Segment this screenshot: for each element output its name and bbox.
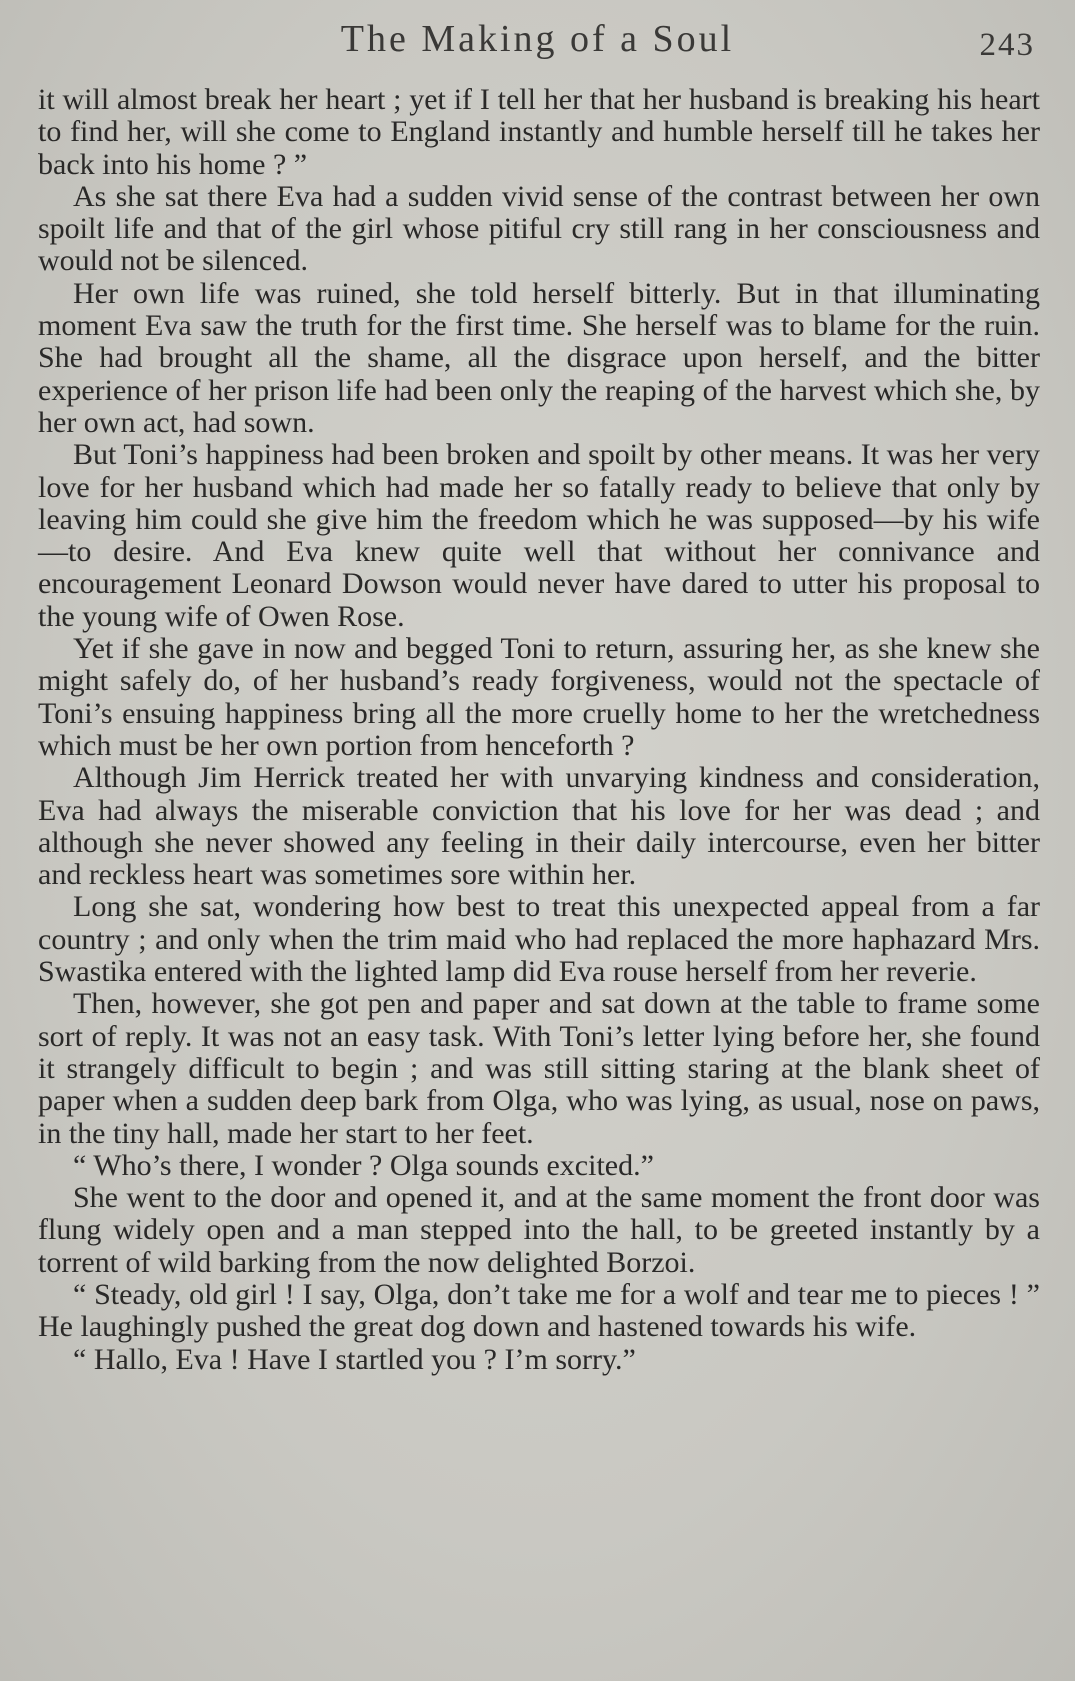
paragraph: She went to the door and opened it, and at the same moment the front door was flung widely open and a man stepped into the hall, to be greeted instantly by a torrent of wild barking from the now delighted Borzoi. (38, 1181, 1040, 1279)
dialogue-line: “ Hallo, Eva ! Have I startled you ? I’m sorry.” (73, 1342, 636, 1376)
running-title: The Making of a Soul (340, 18, 735, 60)
dialogue-line: “ Who’s there, I wonder ? Olga sounds excited.” (73, 1148, 654, 1182)
paragraph: As she sat there Eva had a sudden vivid sense of the contrast between her own spoilt life and that of the girl whose pitiful cry still rang in her consciousness and would not be silenced. (38, 179, 1040, 278)
paragraph: it will almost break her heart ; yet if I tell her that her husband is breaking his heart to find her, will she come to England instantly and humble herself till he takes her back into his home ? ” (38, 83, 1040, 181)
paragraph: Although Jim Herrick treated her with unvarying kindness and consideration, Eva had always the miserable conviction that his love for her was dead ; and although she never showed any feeling in their daily intercourse, even her bitter and reckless heart was sometimes sore within her. (38, 761, 1040, 892)
page-header (0, 14, 1075, 64)
paragraph: Long she sat, wondering how best to treat this unexpected appeal from a far country ; and only when the trim maid who had replaced the more haphazard Mrs. Swastika entered with the lighted lamp did Eva rouse herself from her reverie. (38, 890, 1040, 989)
paragraph: Her own life was ruined, she told herself bitterly. But in that illuminating moment Eva saw the truth for the first time. She herself was to blame for the ruin. She had brought all the shame, all the disgrace upon herself, and the bitter experience of her prison life had been only the reaping of the harvest which she, by her own act, had sown. (38, 276, 1040, 439)
page-number: 243 (979, 27, 1035, 63)
paragraph: Yet if she gave in now and begged Toni to return, assuring her, as she knew she might safely do, of her husband’s ready forgiveness, would not the spectacle of Toni’s ensuing happiness bring all the more cruelly home to her the wretchedness which must be her own portion from henceforth ? (38, 632, 1040, 762)
paragraph: “ Steady, old girl ! I say, Olga, don’t take me for a wolf and tear me to pieces ! ” He laughingly pushed the great dog down and hastened towards his wife. (38, 1277, 1040, 1344)
body-text (38, 84, 1040, 1376)
paragraph: Then, however, she got pen and paper and sat down at the table to frame some sort of reply. It was not an easy task. With Toni’s letter lying before her, she found it strangely difficult to begin ; and was still sitting staring at the blank sheet of paper when a sudden deep bark from Olga, who was lying, as usual, nose on paws, in the tiny hall, made her start to her feet. (38, 987, 1040, 1150)
paragraph: But Toni’s happiness had been broken and spoilt by other means. It was her very love for her husband which had made her so fatally ready to believe that only by leaving him could she give him the freedom which he was supposed—by his wife—to desire. And Eva knew quite well that without her connivance and encouragement Leonard Dowson would never have dared to utter his proposal to the young wife of Owen Rose. (38, 438, 1040, 633)
